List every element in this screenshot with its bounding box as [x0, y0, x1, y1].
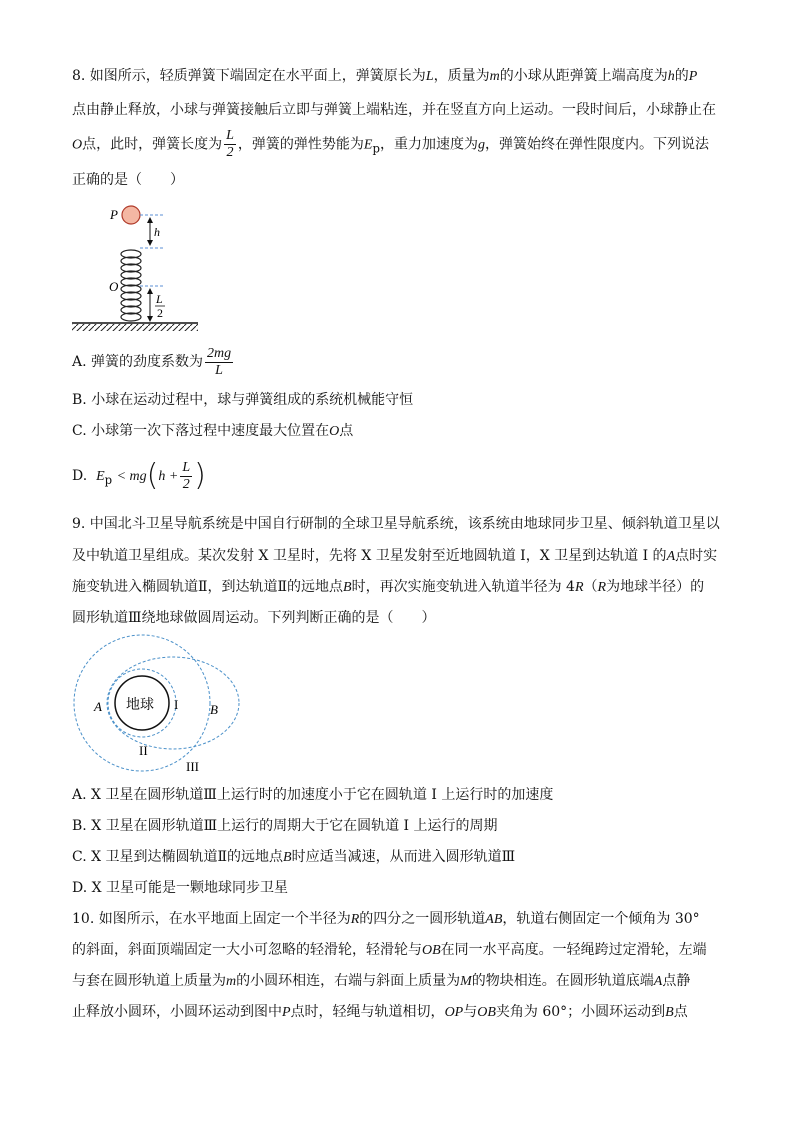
q9-text: 9. 中国北斗卫星导航系统是中国自行研制的全球卫星导航系统，该系统由地球同步卫星、倾斜轨道卫星以	[72, 516, 720, 532]
q8-stem-line-4	[72, 170, 184, 190]
q9-stem-line-3	[72, 577, 704, 598]
option-text: A. 弹簧的劲度系数为	[72, 354, 204, 370]
q9-text: 及中轨道卫星组成。某次发射 X 卫星时，先将 X 卫星发射至近地圆轨道 I，X 卫星到达轨道 I 的	[72, 548, 667, 564]
q10-text: 点静	[662, 973, 691, 989]
var-AB: AB	[485, 912, 503, 927]
subscript-p: p	[372, 141, 380, 156]
q10-text: 与套在圆形轨道上质量为	[72, 973, 226, 989]
q8-text: 的	[674, 68, 689, 84]
var-h-plus: h +	[158, 469, 179, 484]
label-I: I	[174, 697, 179, 712]
var-B: B	[343, 580, 352, 595]
subscript-p: p	[104, 472, 113, 487]
spring-figure	[70, 200, 210, 335]
q10-text: 点	[673, 1004, 688, 1020]
q8-text: ，质量为	[433, 68, 490, 84]
q8-stem-line-2	[72, 100, 716, 120]
var-OB: OB	[422, 943, 441, 958]
fraction-denominator: L	[215, 362, 223, 378]
q8-text: 正确的是（ ）	[72, 172, 184, 188]
var-OP: OP	[444, 1005, 464, 1020]
label-II: II	[139, 743, 148, 758]
q10-text: 的四分之一圆形轨道	[359, 911, 486, 927]
q9-stem-line-2	[72, 546, 717, 567]
var-R: R	[574, 580, 584, 595]
var-h: h	[667, 69, 675, 84]
label-h: h	[154, 225, 160, 239]
option-label: D.	[72, 468, 88, 484]
var-P: P	[282, 1005, 291, 1020]
var-m: m	[226, 974, 237, 989]
q9-option-D	[72, 878, 288, 898]
var-L: L	[425, 69, 434, 84]
q9-text: 点时实	[675, 548, 718, 564]
var-O: O	[72, 137, 83, 153]
label-P: P	[110, 207, 118, 222]
q8-option-B	[72, 390, 413, 410]
var-m: m	[489, 69, 500, 84]
fraction-L-over-2	[180, 460, 192, 493]
option-text: D. X 卫星可能是一颗地球同步卫星	[72, 880, 289, 896]
earth-label: 地球	[126, 698, 154, 713]
q8-text: 的小球从距弹簧上端高度为	[499, 68, 668, 84]
var-B: B	[665, 1005, 674, 1020]
fraction-2mg-over-L	[205, 346, 233, 379]
q10-text: 10. 如图所示，在水平地面上固定一个半径为	[72, 911, 351, 927]
q8-text: ，弹簧的弹性势能为	[237, 136, 364, 153]
ground-hatch	[72, 324, 198, 331]
fraction-denominator: 2	[182, 476, 190, 492]
label-L: L	[156, 292, 163, 306]
q9-text: 为地球半径）的	[606, 579, 705, 595]
q8-option-A	[72, 344, 235, 380]
q10-text: 的小圆环相连，右端与斜面上质量为	[236, 973, 461, 989]
ball-P	[122, 206, 140, 224]
q8-text: ，重力加速度为	[379, 136, 478, 153]
q10-stem-line-1	[72, 909, 700, 930]
var-E: E	[96, 469, 105, 484]
orbit-figure	[70, 632, 240, 780]
label-B: B	[210, 702, 218, 717]
option-text: 时应适当减速，从而进入圆形轨道Ⅲ	[291, 849, 516, 865]
var-R: R	[350, 912, 360, 927]
q8-text: ，弹簧始终在弹性限度内。下列说法	[484, 136, 709, 153]
q10-stem-line-3	[72, 971, 690, 992]
inequality: < mg	[116, 469, 147, 484]
var-O: O	[329, 424, 340, 439]
var-A: A	[653, 974, 663, 989]
label-2: 2	[157, 306, 163, 320]
q9-text: 时，再次实施变轨进入轨道半径为 4	[351, 579, 575, 595]
fraction-denominator: 2	[226, 145, 234, 160]
q10-text: 止释放小圆环，小圆环运动到图中	[72, 1004, 282, 1020]
q10-stem-line-2	[72, 940, 707, 961]
label-O: O	[109, 279, 119, 294]
q9-option-B	[72, 816, 498, 836]
var-A: A	[666, 549, 676, 564]
var-Ep: E	[363, 137, 373, 153]
label-III: III	[186, 759, 199, 774]
q8-stem-line-1	[72, 66, 697, 87]
option-text: A. X 卫星在圆形轨道Ⅲ上运行时的加速度小于它在圆轨道 I 上运行时的加速度	[72, 787, 554, 803]
q9-option-C	[72, 847, 515, 868]
q8-option-C	[72, 421, 353, 442]
q10-stem-line-4	[72, 1002, 688, 1023]
q10-text: 点时，轻绳与轨道相切，	[290, 1004, 445, 1020]
q9-text: 圆形轨道Ⅲ绕地球做圆周运动。下列判断正确的是（ ）	[72, 610, 436, 626]
q8-text: 8. 如图所示，轻质弹簧下端固定在水平面上，弹簧原长为	[72, 68, 426, 84]
q10-text: 的斜面，斜面顶端固定一大小可忽略的轻滑轮，轻滑轮与	[72, 942, 422, 958]
fraction-numerator: 2mg	[207, 345, 232, 361]
var-M: M	[460, 974, 472, 989]
option-text: B. 小球在运动过程中，球与弹簧组成的系统机械能守恒	[72, 392, 414, 408]
q10-text: 与	[463, 1004, 478, 1020]
q10-text: ，轨道右侧固定一个倾角为 30°	[502, 911, 700, 927]
spring-coil	[121, 250, 141, 321]
q9-text: 施变轨进入椭圆轨道Ⅱ，到达轨道Ⅱ的远地点	[72, 579, 344, 595]
q10-text: 的物块相连。在圆形轨道底端	[471, 973, 654, 989]
q10-text: 在同一水平高度。一轻绳跨过定滑轮，左端	[440, 942, 707, 958]
label-A: A	[94, 699, 102, 714]
fraction-L-over-2	[224, 128, 236, 161]
q8-text: 点，此时，弹簧长度为	[82, 136, 223, 153]
q10-text: 夹角为 60°；小圆环运动到	[495, 1004, 666, 1020]
option-text: C. X 卫星到达椭圆轨道Ⅱ的远地点	[72, 849, 284, 865]
var-g: g	[477, 137, 485, 153]
var-OB: OB	[477, 1005, 496, 1020]
q8-stem-line-3	[72, 128, 709, 163]
fraction-numerator: L	[182, 459, 191, 475]
option-text: C. 小球第一次下落过程中速度最大位置在	[72, 423, 330, 439]
option-text: B. X 卫星在圆形轨道Ⅲ上运行的周期大于它在圆轨道 I 上运行的周期	[72, 818, 498, 834]
fraction-numerator: L	[226, 128, 234, 143]
q9-option-A	[72, 785, 553, 805]
option-text: 点	[339, 423, 354, 439]
q9-stem-line-4	[72, 608, 436, 628]
var-R: R	[597, 580, 607, 595]
q8-option-D	[72, 456, 206, 500]
q8-text: 点由静止释放，小球与弹簧接触后立即与弹簧上端粘连，并在竖直方向上运动。一段时间后，小球静止在	[72, 102, 716, 118]
right-paren: )	[194, 458, 206, 493]
left-paren: (	[146, 458, 159, 493]
q9-text: （	[583, 579, 598, 595]
var-B: B	[283, 850, 292, 865]
q9-stem-line-1	[72, 514, 720, 534]
var-P: P	[688, 69, 698, 84]
